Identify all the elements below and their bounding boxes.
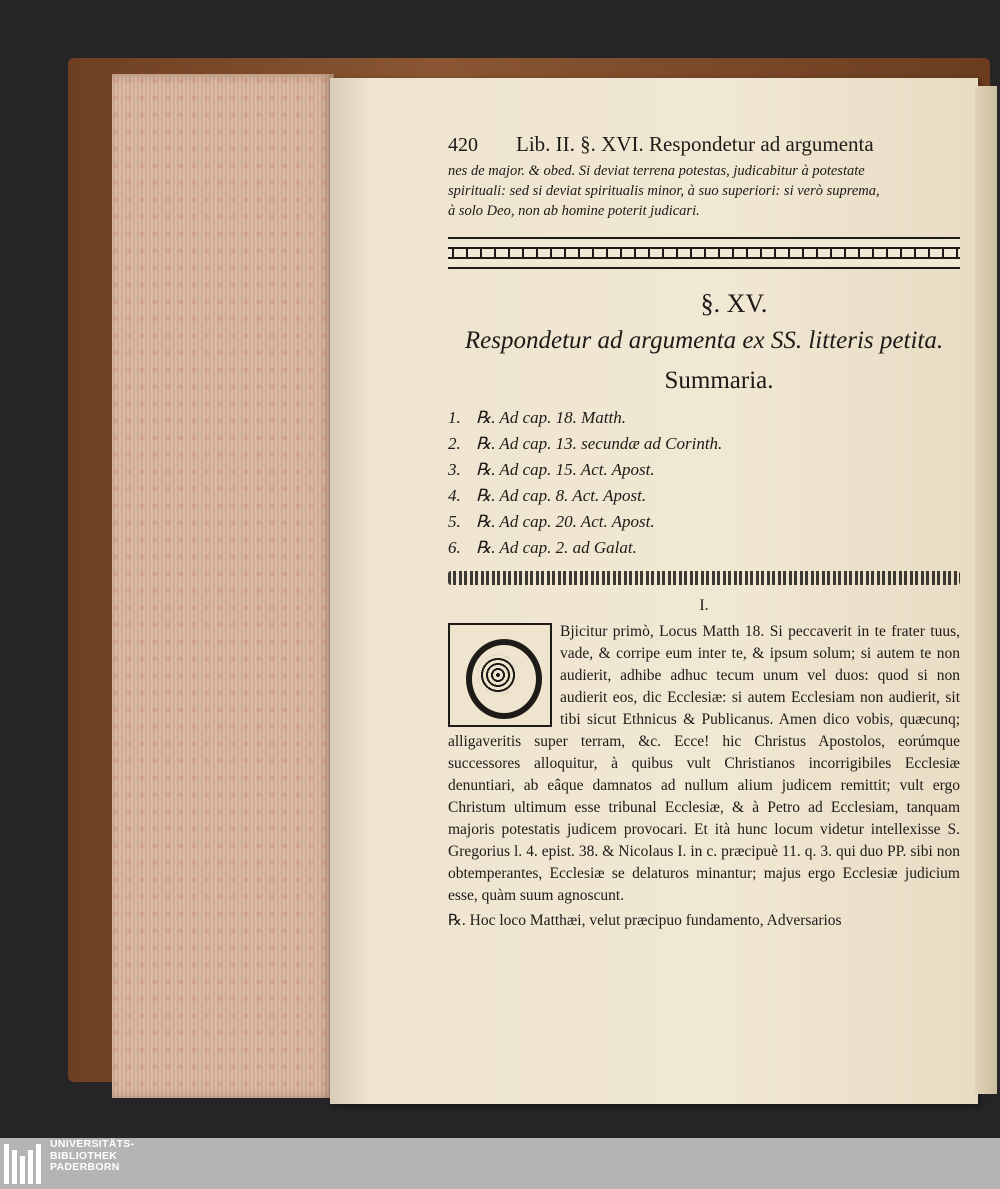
continued-text xyxy=(448,161,960,221)
paragraph-body xyxy=(448,621,960,907)
ornamental-rule xyxy=(448,571,960,585)
logo-line: UNIVERSITÄTS- xyxy=(50,1138,135,1150)
item-number: 2. xyxy=(448,434,461,453)
paragraph-continuation: ℞. Hoc loco Matthæi, velut præcipuo fundamento, Adversarios xyxy=(448,912,842,929)
page-edge-right xyxy=(975,86,997,1094)
page-number: 420 xyxy=(448,134,478,156)
item-text: ℞. Ad cap. 20. Act. Apost. xyxy=(476,512,655,531)
summary-item xyxy=(448,535,960,561)
section-title: Respondetur ad argumenta ex SS. litteris petita. xyxy=(464,327,944,354)
summary-item xyxy=(448,457,960,483)
paragraph-text: Bjicitur primò, Locus Matth 18. Si peccaverit in te frater tuus, vade, & corripe eum inter te, & ipsum solum; si autem te non audierit, adhibe adhuc tecum unum vel duos: quod si non audierit eos, dic Ecclesiæ: si autem Ecclesiam non audierit, sit tibi sicut Ethnicus & Publicanus. Amen dico vobis, quæcunq; alligaveritis super terram, &c. Ecce! hic Christus Apostolos, eorúmque successores alloquitur, à quibus vult Christianos incorrigibiles Ecclesiæ denuntiari, ab eâque damnatos ad nullum alium judicem remittit; vult ergo Christum ultimum esse tribunal Ecclesiæ, & à Petro ad Ecclesiam, tanquam majoris potestatis judicem provocari. Et ità hunc locum videtur intellexisse S. Gregorius l. 4. epist. 38. & Nicolaus I. in c. præcipuè 11. q. 3. qui duo PP. sibi non obtemperantes, Ecclesiæ se delaturos minantur; majus ergo Ecclesiæ judicium esse, quàm suum agnoscunt. xyxy=(448,623,960,904)
running-title: Lib. II. §. XVI. Respondetur ad argumenta xyxy=(516,132,874,156)
summary-list xyxy=(448,405,960,561)
footer-bar xyxy=(0,1138,1000,1189)
page-content xyxy=(448,132,960,930)
item-number: 4. xyxy=(448,486,461,505)
initial-ornament xyxy=(478,655,518,695)
text-line: spirituali: sed si deviat spiritualis minor, à suo superiori: si verò suprema, xyxy=(448,183,880,199)
item-text: ℞. Ad cap. 15. Act. Apost. xyxy=(476,460,655,479)
decorated-initial-o xyxy=(448,623,552,727)
summary-heading: Summaria. xyxy=(664,367,774,394)
text-line: nes de major. & obed. Si deviat terrena potestas, judicabitur à potestate xyxy=(448,163,865,179)
item-text: ℞. Ad cap. 8. Act. Apost. xyxy=(476,486,647,505)
item-text: ℞. Ad cap. 18. Matth. xyxy=(476,408,626,427)
running-header xyxy=(448,132,960,157)
page-edges-left xyxy=(112,74,334,1098)
item-number: 6. xyxy=(448,538,461,557)
summary-item xyxy=(448,431,960,457)
item-number: 3. xyxy=(448,460,461,479)
library-logo-text xyxy=(50,1139,134,1174)
summary-item xyxy=(448,483,960,509)
section-number: §. XV. xyxy=(700,289,768,318)
paragraph-number: I. xyxy=(699,597,709,614)
ornamental-border xyxy=(448,237,960,269)
summary-item xyxy=(448,405,960,431)
item-text: ℞. Ad cap. 2. ad Galat. xyxy=(476,538,637,557)
item-text: ℞. Ad cap. 13. secundæ ad Corinth. xyxy=(476,434,723,453)
item-number: 1. xyxy=(448,408,461,427)
summary-item xyxy=(448,509,960,535)
logo-line: PADERBORN xyxy=(50,1161,120,1173)
library-logo-icon xyxy=(4,1144,44,1184)
logo-line: BIBLIOTHEK xyxy=(50,1149,118,1162)
text-line: à solo Deo, non ab homine poterit judicari. xyxy=(448,203,700,219)
item-number: 5. xyxy=(448,512,461,531)
